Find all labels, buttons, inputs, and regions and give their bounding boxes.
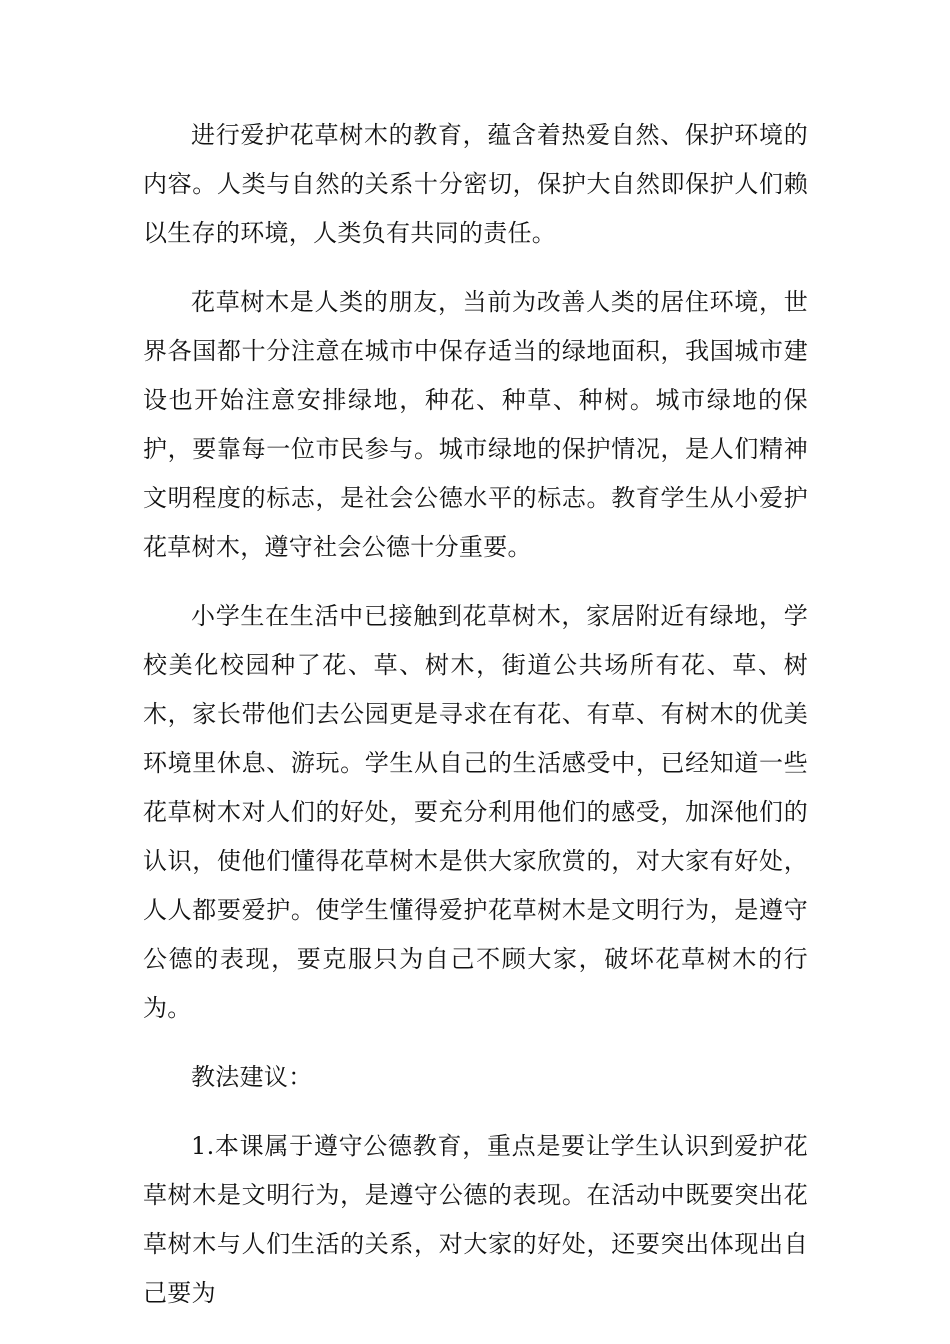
section-heading-teaching-suggestions: 教法建议： — [191, 1063, 313, 1091]
paragraph-urban-greenery: 花草树木是人类的朋友，当前为改善人类的居住环境，世界各国都十分注意在城市中保存适当的绿地面积，我国城市建设也开始注意安排绿地，种花、种草、种树。城市绿地的保护，要靠每一位市民参与。城市绿地的保护情况，是人们精神文明程度的标志，是社会公德水平的标志。教育学生从小爱护花草树木，遵守社会公德十分重要。 — [143, 288, 808, 561]
paragraph-intro: 进行爱护花草树木的教育，蕴含着热爱自然、保护环境的内容。人类与自然的关系十分密切，保护大自然即保护人们赖以生存的环境，人类负有共同的责任。 — [143, 121, 808, 247]
paragraph-students-experience: 小学生在生活中已接触到花草树木，家居附近有绿地，学校美化校园种了花、草、树木，街道公共场所有花、草、树木，家长带他们去公园更是寻求在有花、有草、有树木的优美环境里休息、游玩。学生从自己的生活感受中，已经知道一些花草树木对人们的好处，要充分利用他们的感受，加深他们的认识，使他们懂得花草树木是供大家欣赏的，对大家有好处，人人都要爱护。使学生懂得爱护花草树木是文明行为，是遵守公德的表现，要克服只为自己不顾大家，破坏花草树木的行为。 — [143, 602, 808, 1022]
paragraph-suggestion-1: 1.本课属于遵守公德教育，重点是要让学生认识到爱护花草树木是文明行为，是遵守公德的表现。在活动中既要突出花草树木与人们生活的关系，对大家的好处，还要突出体现出自己要为 — [143, 1132, 808, 1307]
document-body — [143, 111, 808, 1338]
